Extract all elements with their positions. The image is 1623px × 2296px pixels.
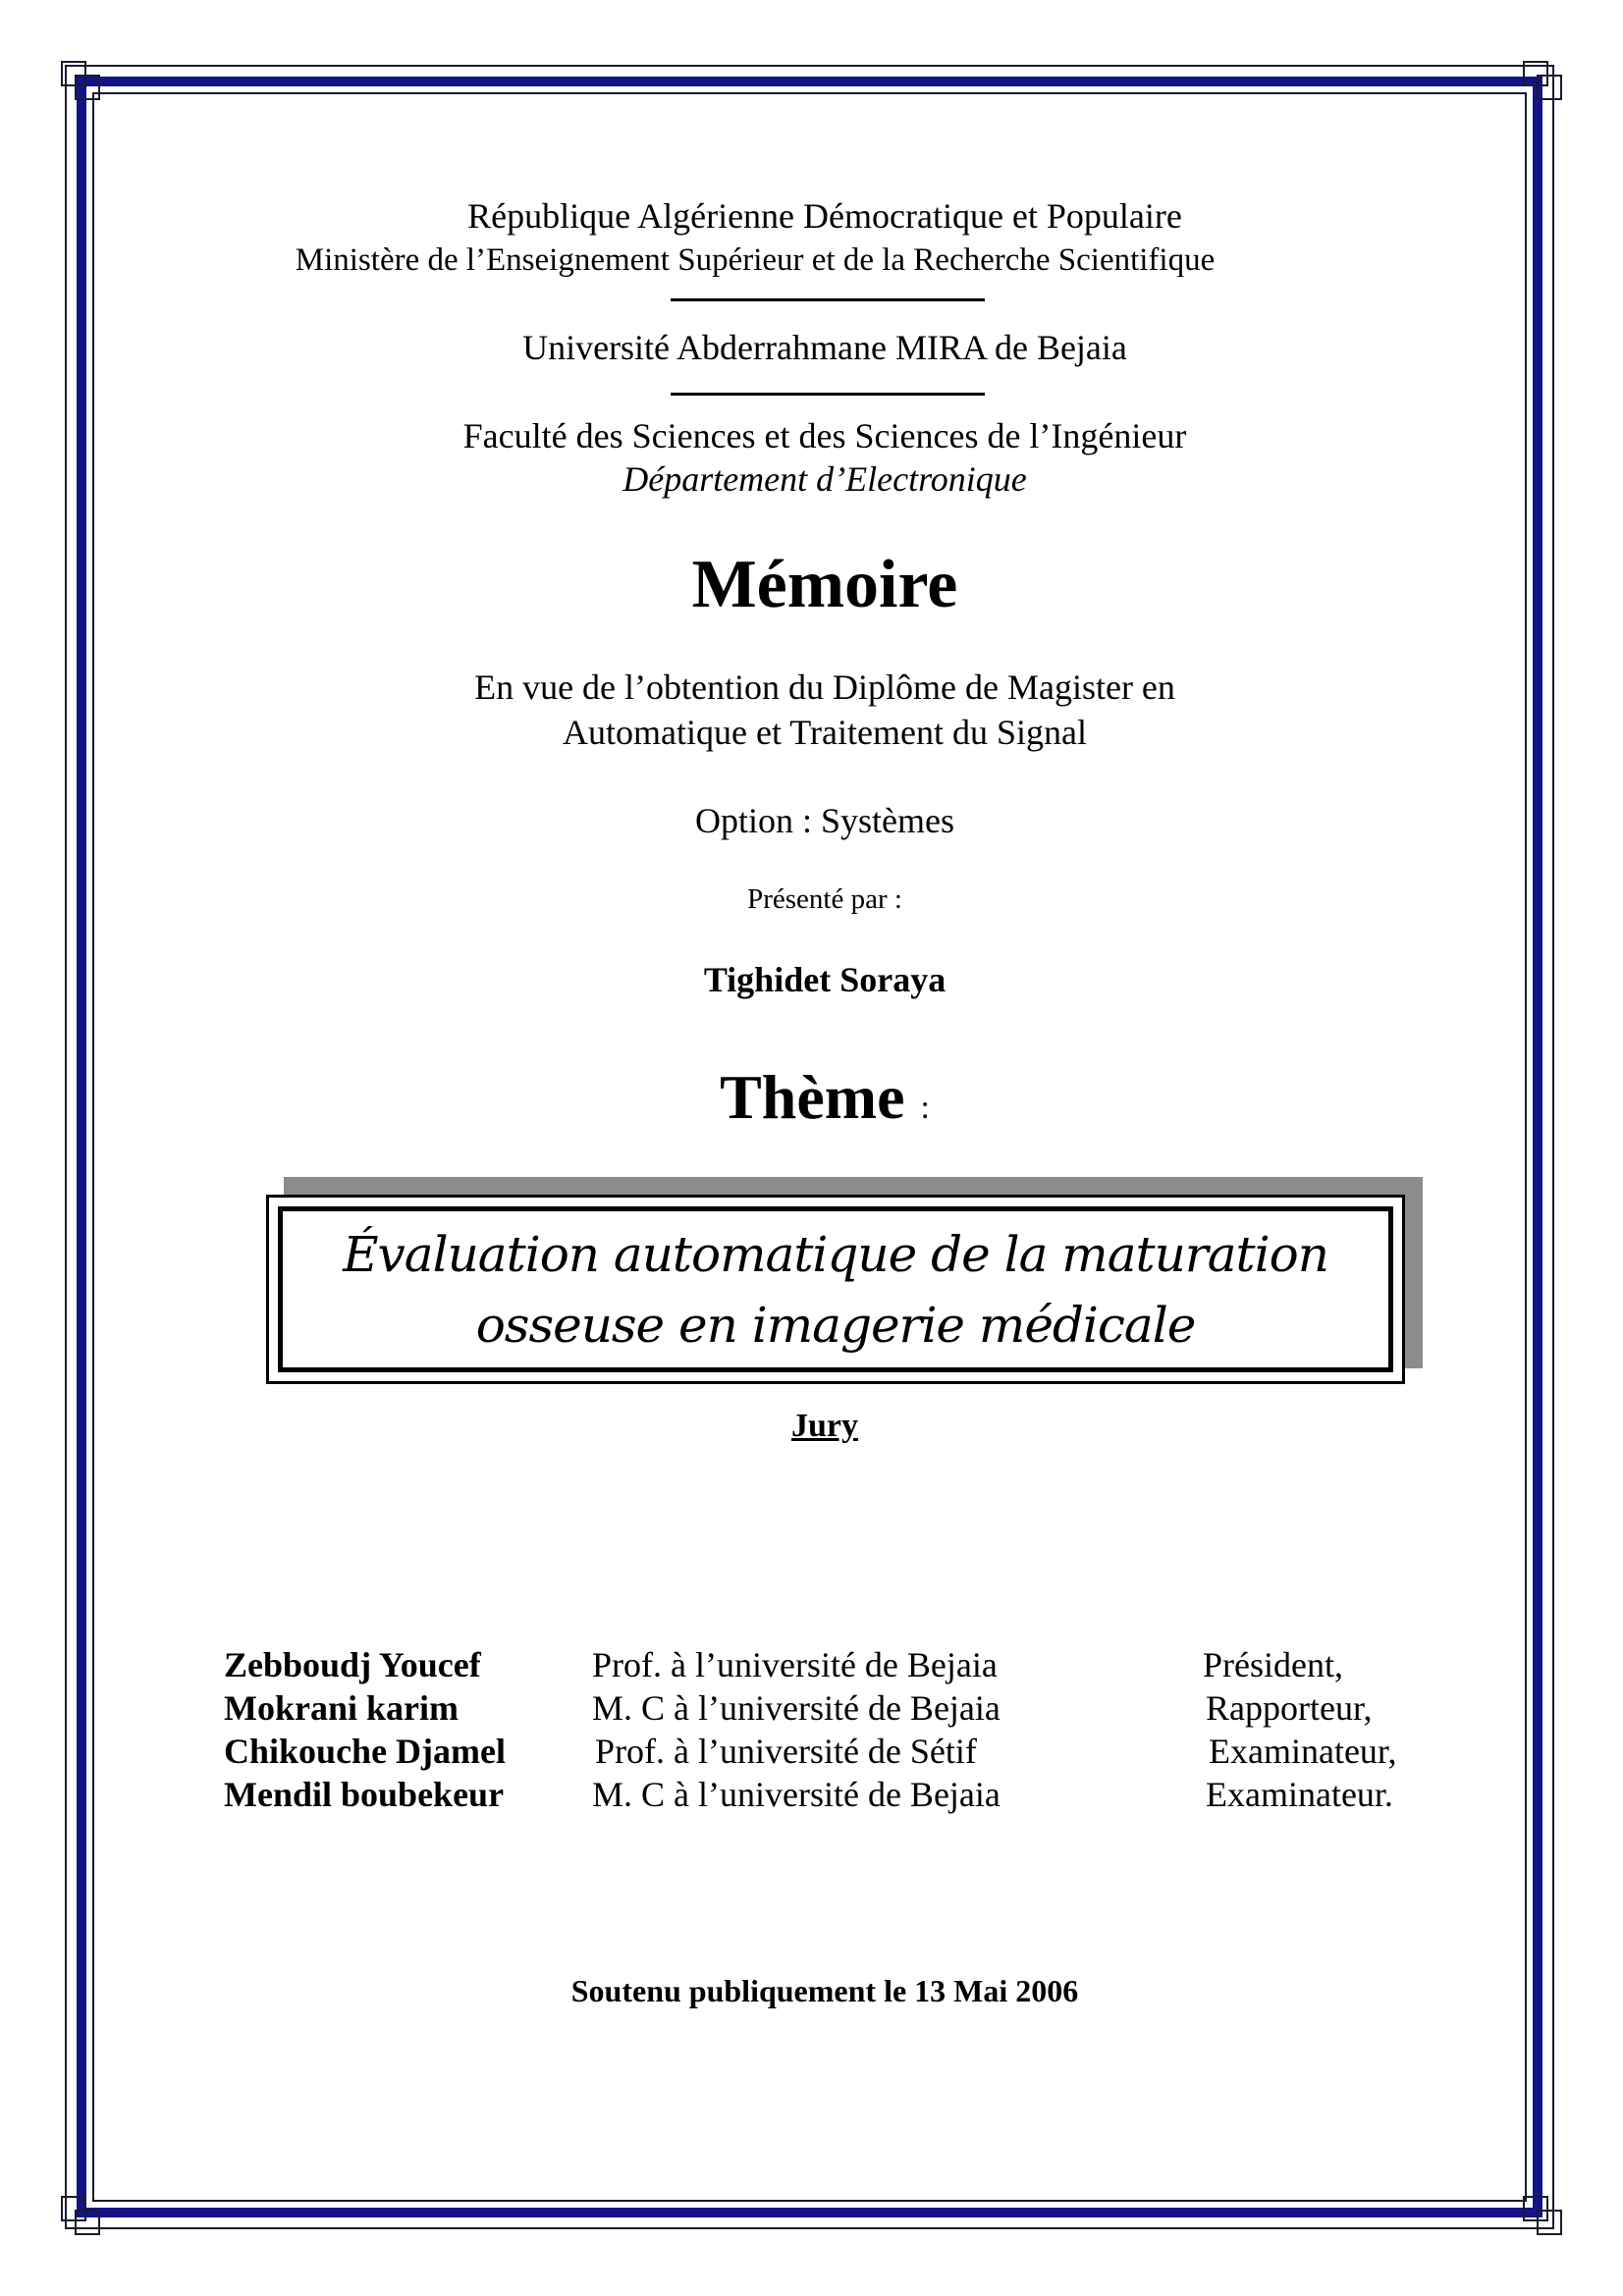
corner-ornament-top-left <box>61 61 100 100</box>
thesis-title-frame <box>278 1206 1393 1372</box>
department-line: Département d’Electronique <box>622 459 1027 499</box>
jury-member-title: Prof. à l’université de Sétif <box>595 1732 977 1771</box>
jury-member-title: M. C à l’université de Bejaia <box>592 1775 1001 1814</box>
jury-member-title: M. C à l’université de Bejaia <box>592 1688 1001 1728</box>
faculty-line: Faculté des Sciences et des Sciences de l’Ingénieur <box>462 416 1187 455</box>
jury-member-role: Examinateur. <box>1206 1775 1393 1814</box>
theme-label: Thème <box>720 1062 905 1132</box>
jury-member-name: Mokrani karim <box>224 1688 459 1728</box>
republic-line: République Algérienne Démocratique et Populaire <box>467 196 1182 236</box>
degree-purpose-line-1: En vue de l’obtention du Diplôme de Magister en <box>474 667 1175 707</box>
jury-row <box>0 1643 1623 1686</box>
degree-purpose-line-2: Automatique et Traitement du Signal <box>563 713 1087 752</box>
thesis-title-box <box>266 1195 1405 1384</box>
jury-row <box>0 1686 1623 1730</box>
corner-ornament-bottom-right <box>1523 2196 1562 2235</box>
corner-ornament-bottom-left <box>61 2196 100 2235</box>
jury-member-role: Rapporteur, <box>1206 1688 1373 1728</box>
ministry-line: Ministère de l’Enseignement Supérieur et de la Recherche Scientifique <box>295 242 1216 278</box>
separator-rule-2 <box>671 393 985 396</box>
separator-rule-1 <box>671 298 985 301</box>
jury-member-name: Mendil boubekeur <box>224 1775 505 1814</box>
jury-member-name: Zebboudj Youcef <box>224 1645 481 1684</box>
defense-date-line: Soutenu publiquement le 13 Mai 2006 <box>570 1973 1079 2008</box>
author-name: Tighidet Soraya <box>703 960 947 999</box>
option-line: Option : Systèmes <box>694 801 954 840</box>
document-type-heading: Mémoire <box>691 547 958 622</box>
thesis-title-line-2: osseuse en imagerie médicale <box>475 1296 1196 1354</box>
jury-row <box>0 1730 1623 1773</box>
university-line: Université Abderrahmane MIRA de Bejaia <box>522 328 1127 367</box>
jury-row <box>0 1773 1623 1816</box>
jury-heading: Jury <box>791 1408 858 1444</box>
presented-by-label: Présenté par : <box>747 883 902 915</box>
theme-colon: : <box>920 1090 930 1126</box>
jury-member-role: Président, <box>1203 1645 1343 1684</box>
jury-member-name: Chikouche Djamel <box>224 1732 506 1771</box>
jury-member-role: Examinateur, <box>1209 1732 1397 1771</box>
corner-ornament-top-right <box>1523 61 1562 100</box>
jury-member-title: Prof. à l’université de Bejaia <box>592 1645 998 1684</box>
page-border-inner <box>92 92 1527 2202</box>
thesis-title-line-1: Évaluation automatique de la maturation <box>343 1225 1328 1283</box>
theme-heading <box>196 1060 1453 1146</box>
